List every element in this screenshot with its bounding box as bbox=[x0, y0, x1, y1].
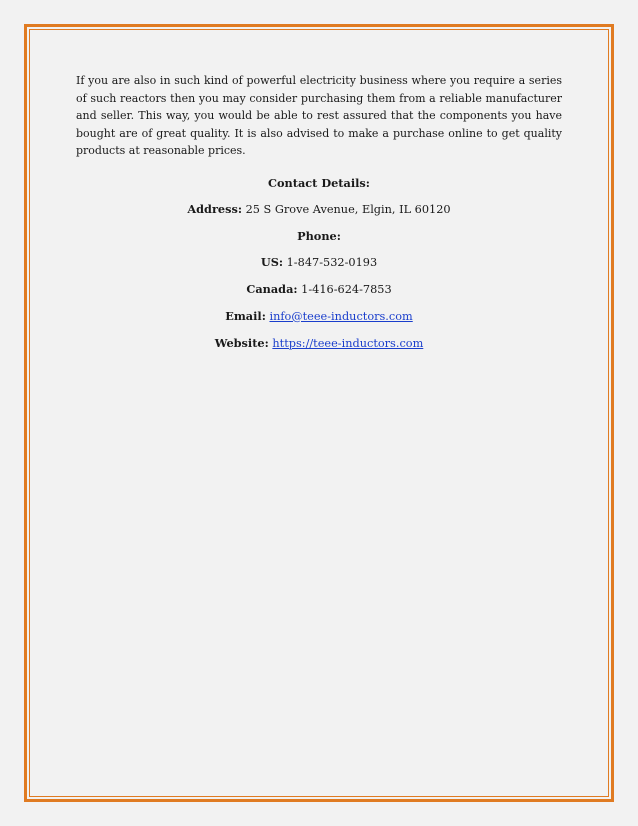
canada-phone-value: 1-416-624-7853 bbox=[301, 282, 392, 296]
address-value: 25 S Grove Avenue, Elgin, IL 60120 bbox=[245, 202, 451, 216]
page-content bbox=[76, 72, 562, 352]
phone-heading: Phone: bbox=[297, 228, 341, 243]
us-phone-line bbox=[76, 254, 562, 271]
email-link[interactable]: info@teee-inductors.com bbox=[269, 309, 413, 323]
address-line bbox=[76, 201, 562, 218]
canada-phone-label: Canada: bbox=[246, 281, 298, 296]
website-label: Website: bbox=[214, 335, 269, 350]
contact-heading: Contact Details: bbox=[268, 175, 370, 190]
website-link[interactable]: https://teee-inductors.com bbox=[272, 336, 424, 350]
email-line bbox=[76, 308, 562, 325]
email-label: Email: bbox=[225, 308, 266, 323]
us-phone-value: 1-847-532-0193 bbox=[286, 255, 378, 269]
canada-phone-line bbox=[76, 281, 562, 298]
website-line bbox=[76, 335, 562, 352]
us-phone-label: US: bbox=[260, 254, 284, 269]
body-paragraph: If you are also in such kind of powerful electricity business where you require a series of such reactors then you may consider purchasing them from a reliable manufacturer and seller. This way, you would be able to rest assured that the components you have bought are of great quality. It is also advised to make a purchase online to get quality products at reasonable prices. bbox=[76, 74, 562, 157]
address-label: Address: bbox=[187, 201, 242, 216]
